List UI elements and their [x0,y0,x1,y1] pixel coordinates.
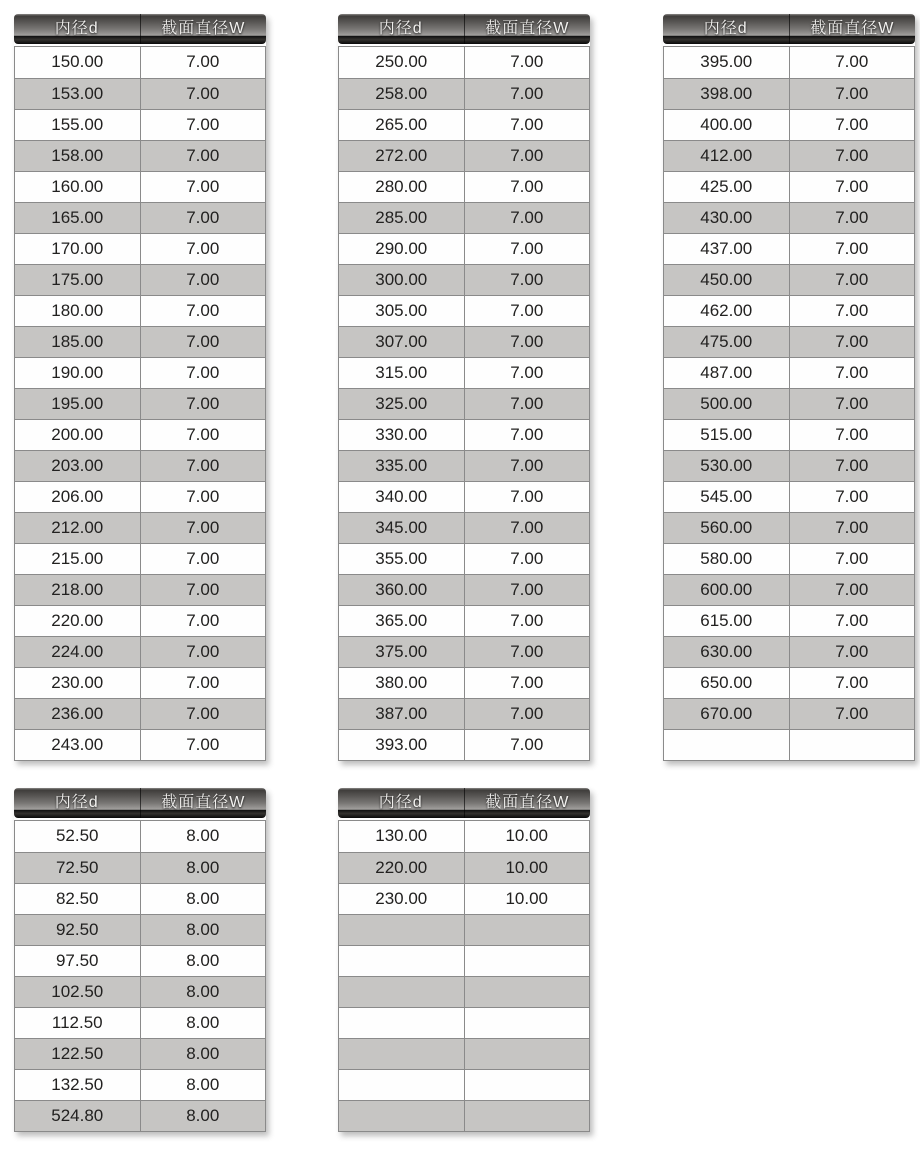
table-row [15,481,265,512]
cell-inner-diameter: 195.00 [15,389,141,419]
column-header-inner-diameter: 内径d [338,14,465,44]
table-row [15,419,265,450]
table-row [15,78,265,109]
cell-section-diameter: 7.00 [510,52,544,71]
table-row [339,636,589,667]
cell-section-diameter [790,730,915,760]
table-row [339,481,589,512]
cell-inner-diameter: 307.00 [339,327,465,357]
cell-section-diameter: 7.00 [835,363,869,382]
cell-section-diameter: 7.00 [510,146,544,165]
cell-section-diameter: 7.00 [186,425,220,444]
cell-section-diameter: 7.00 [510,270,544,289]
cell-inner-diameter: 243.00 [15,730,141,760]
table-row [15,883,265,914]
cell-section-diameter: 7.00 [510,363,544,382]
table-row-empty [339,914,589,945]
table-row [664,543,914,574]
cell-section-diameter: 7.00 [510,425,544,444]
cell-section-diameter: 7.00 [186,456,220,475]
cell-inner-diameter: 365.00 [339,606,465,636]
cell-section-diameter: 7.00 [510,642,544,661]
cell-inner-diameter: 220.00 [339,853,465,883]
cell-section-diameter: 7.00 [835,456,869,475]
cell-section-diameter [465,1070,590,1100]
cell-inner-diameter: 524.80 [15,1101,141,1131]
cell-inner-diameter: 230.00 [339,884,465,914]
cell-section-diameter: 7.00 [186,52,220,71]
cell-inner-diameter: 380.00 [339,668,465,698]
table-body [14,46,266,761]
cell-inner-diameter: 190.00 [15,358,141,388]
table-row-empty [339,1007,589,1038]
table-body [663,46,915,761]
cell-section-diameter: 8.00 [186,826,220,845]
cell-section-diameter: 7.00 [835,270,869,289]
table-row [15,1007,265,1038]
table-row [339,233,589,264]
table-row [339,512,589,543]
table-row [15,512,265,543]
cell-section-diameter: 7.00 [510,84,544,103]
cell-section-diameter: 7.00 [510,301,544,320]
table-row [664,326,914,357]
cell-inner-diameter: 212.00 [15,513,141,543]
cell-section-diameter: 8.00 [186,951,220,970]
table-row-empty [339,1038,589,1069]
cell-section-diameter: 7.00 [510,549,544,568]
cell-section-diameter: 7.00 [510,704,544,723]
table-row [339,543,589,574]
table-row [339,388,589,419]
cell-inner-diameter: 315.00 [339,358,465,388]
cell-inner-diameter: 175.00 [15,265,141,295]
cell-inner-diameter: 450.00 [664,265,790,295]
column-header-inner-diameter: 内径d [338,788,465,818]
table-row [15,450,265,481]
table-row [664,233,914,264]
cell-section-diameter: 7.00 [510,673,544,692]
table-row [339,326,589,357]
column-header-inner-diameter: 内径d [14,14,141,44]
cell-inner-diameter: 545.00 [664,482,790,512]
cell-inner-diameter: 305.00 [339,296,465,326]
cell-inner-diameter: 393.00 [339,730,465,760]
cell-inner-diameter: 92.50 [15,915,141,945]
table-row [15,852,265,883]
table-row-empty [339,1069,589,1100]
cell-section-diameter: 7.00 [186,239,220,258]
table-row [339,419,589,450]
cell-section-diameter: 10.00 [505,889,549,908]
table-row [15,202,265,233]
cell-section-diameter: 7.00 [835,332,869,351]
cell-section-diameter: 7.00 [510,115,544,134]
cell-section-diameter: 7.00 [510,332,544,351]
cell-inner-diameter: 224.00 [15,637,141,667]
cell-inner-diameter: 160.00 [15,172,141,202]
cell-section-diameter: 7.00 [510,177,544,196]
cell-section-diameter: 7.00 [835,84,869,103]
cell-section-diameter: 8.00 [186,1106,220,1125]
cell-section-diameter: 7.00 [186,704,220,723]
cell-inner-diameter: 272.00 [339,141,465,171]
table-row [664,171,914,202]
cell-section-diameter: 7.00 [835,52,869,71]
cell-inner-diameter: 258.00 [339,79,465,109]
table-row [339,171,589,202]
cell-inner-diameter: 165.00 [15,203,141,233]
column-header-inner-diameter: 内径d [14,788,141,818]
table-body [14,820,266,1132]
cell-section-diameter: 8.00 [186,920,220,939]
cell-inner-diameter: 412.00 [664,141,790,171]
cell-section-diameter: 7.00 [835,704,869,723]
cell-inner-diameter: 158.00 [15,141,141,171]
cell-inner-diameter: 398.00 [664,79,790,109]
table-row [15,1100,265,1131]
cell-section-diameter: 7.00 [835,518,869,537]
table-row [15,945,265,976]
cell-section-diameter [465,946,590,976]
cell-inner-diameter: 475.00 [664,327,790,357]
cell-section-diameter: 8.00 [186,1044,220,1063]
cell-inner-diameter [339,915,465,945]
table-row [15,326,265,357]
cell-section-diameter: 7.00 [186,363,220,382]
cell-inner-diameter: 400.00 [664,110,790,140]
cell-inner-diameter: 200.00 [15,420,141,450]
cell-section-diameter: 7.00 [835,177,869,196]
cell-inner-diameter: 560.00 [664,513,790,543]
table-row [15,636,265,667]
cell-inner-diameter: 650.00 [664,668,790,698]
cell-section-diameter: 7.00 [186,673,220,692]
cell-section-diameter: 7.00 [186,84,220,103]
cell-section-diameter: 7.00 [186,549,220,568]
cell-section-diameter [465,915,590,945]
table-row [15,667,265,698]
spec-table-w8 [14,788,266,1132]
cell-inner-diameter: 360.00 [339,575,465,605]
table-row [15,543,265,574]
table-row [339,357,589,388]
table-row [15,729,265,760]
cell-inner-diameter: 220.00 [15,606,141,636]
table-row [664,636,914,667]
table-row [339,667,589,698]
cell-section-diameter: 7.00 [186,487,220,506]
cell-section-diameter: 10.00 [505,826,549,845]
table-header-row [14,788,266,818]
cell-inner-diameter: 153.00 [15,79,141,109]
cell-inner-diameter: 500.00 [664,389,790,419]
cell-section-diameter [465,977,590,1007]
table-header-row [663,14,915,44]
cell-inner-diameter: 180.00 [15,296,141,326]
table-header-row [338,788,590,818]
cell-section-diameter: 7.00 [510,394,544,413]
cell-inner-diameter: 530.00 [664,451,790,481]
cell-section-diameter: 7.00 [186,642,220,661]
cell-inner-diameter: 615.00 [664,606,790,636]
table-row [15,47,265,78]
cell-section-diameter: 7.00 [186,146,220,165]
cell-section-diameter: 7.00 [186,580,220,599]
column-header-section-diameter: 截面直径W [485,20,570,37]
table-row [664,140,914,171]
cell-section-diameter: 8.00 [186,1075,220,1094]
cell-section-diameter: 7.00 [186,611,220,630]
spec-table-w7-part3 [663,14,915,761]
table-row-empty [339,976,589,1007]
cell-section-diameter: 7.00 [510,580,544,599]
table-row [664,481,914,512]
cell-section-diameter: 7.00 [835,146,869,165]
cell-section-diameter: 7.00 [835,642,869,661]
table-row [339,574,589,605]
cell-inner-diameter: 280.00 [339,172,465,202]
cell-section-diameter: 8.00 [186,858,220,877]
table-row [15,233,265,264]
table-row [15,574,265,605]
spec-table-w7-part1 [14,14,266,761]
table-row [339,78,589,109]
cell-inner-diameter: 290.00 [339,234,465,264]
cell-inner-diameter: 430.00 [664,203,790,233]
table-row-empty [664,729,914,760]
table-row [664,667,914,698]
table-row [339,605,589,636]
cell-section-diameter: 7.00 [186,208,220,227]
table-row [339,883,589,914]
cell-inner-diameter: 215.00 [15,544,141,574]
table-row [664,295,914,326]
cell-section-diameter: 7.00 [186,518,220,537]
cell-section-diameter: 7.00 [835,580,869,599]
cell-inner-diameter: 462.00 [664,296,790,326]
cell-section-diameter: 7.00 [510,611,544,630]
table-row [15,357,265,388]
table-row [664,264,914,295]
cell-section-diameter: 7.00 [510,456,544,475]
table-row [15,140,265,171]
table-row [339,295,589,326]
cell-section-diameter: 7.00 [186,177,220,196]
cell-inner-diameter: 82.50 [15,884,141,914]
cell-inner-diameter: 437.00 [664,234,790,264]
cell-section-diameter: 7.00 [835,611,869,630]
cell-inner-diameter: 580.00 [664,544,790,574]
cell-inner-diameter: 230.00 [15,668,141,698]
table-row [664,388,914,419]
table-row [15,264,265,295]
cell-section-diameter: 7.00 [186,735,220,754]
cell-inner-diameter [339,946,465,976]
table-row [15,295,265,326]
cell-section-diameter: 7.00 [510,518,544,537]
cell-inner-diameter: 330.00 [339,420,465,450]
table-row-empty [339,945,589,976]
cell-section-diameter: 8.00 [186,889,220,908]
cell-inner-diameter: 150.00 [15,47,141,78]
table-body [338,46,590,761]
cell-inner-diameter: 300.00 [339,265,465,295]
table-row [664,605,914,636]
cell-inner-diameter [339,1101,465,1131]
cell-inner-diameter: 425.00 [664,172,790,202]
cell-inner-diameter: 515.00 [664,420,790,450]
cell-inner-diameter [339,1039,465,1069]
table-row [15,821,265,852]
table-row [664,698,914,729]
cell-section-diameter: 7.00 [186,115,220,134]
cell-section-diameter [465,1039,590,1069]
cell-section-diameter: 7.00 [835,208,869,227]
cell-inner-diameter: 130.00 [339,821,465,852]
cell-section-diameter: 7.00 [835,673,869,692]
table-row [339,109,589,140]
table-row [15,605,265,636]
cell-inner-diameter: 203.00 [15,451,141,481]
spec-table-w10 [338,788,590,1132]
table-row [664,450,914,481]
cell-section-diameter: 7.00 [510,239,544,258]
cell-section-diameter: 7.00 [835,425,869,444]
column-header-inner-diameter: 内径d [663,14,790,44]
cell-section-diameter: 8.00 [186,1013,220,1032]
column-header-section-diameter: 截面直径W [810,20,895,37]
table-header-row [14,14,266,44]
cell-inner-diameter: 630.00 [664,637,790,667]
cell-inner-diameter: 395.00 [664,47,790,78]
cell-inner-diameter: 102.50 [15,977,141,1007]
cell-inner-diameter [339,977,465,1007]
table-row [339,140,589,171]
table-row [339,47,589,78]
cell-inner-diameter: 52.50 [15,821,141,852]
cell-section-diameter: 7.00 [835,301,869,320]
column-header-section-diameter: 截面直径W [161,794,246,811]
cell-section-diameter: 7.00 [186,332,220,351]
cell-section-diameter: 7.00 [186,394,220,413]
cell-inner-diameter: 355.00 [339,544,465,574]
table-row [339,698,589,729]
table-row [664,512,914,543]
cell-inner-diameter [339,1070,465,1100]
cell-section-diameter: 8.00 [186,982,220,1001]
table-row [15,698,265,729]
cell-inner-diameter: 487.00 [664,358,790,388]
cell-section-diameter: 10.00 [505,858,549,877]
table-header-row [338,14,590,44]
cell-section-diameter: 7.00 [835,549,869,568]
cell-inner-diameter: 345.00 [339,513,465,543]
table-body [338,820,590,1132]
cell-inner-diameter: 132.50 [15,1070,141,1100]
cell-inner-diameter: 112.50 [15,1008,141,1038]
table-row [15,1038,265,1069]
table-row [339,729,589,760]
cell-section-diameter: 7.00 [835,115,869,134]
cell-inner-diameter: 155.00 [15,110,141,140]
cell-inner-diameter: 325.00 [339,389,465,419]
table-row [15,1069,265,1100]
cell-inner-diameter: 335.00 [339,451,465,481]
cell-inner-diameter [664,730,790,760]
table-row [15,914,265,945]
cell-section-diameter: 7.00 [186,301,220,320]
cell-inner-diameter: 170.00 [15,234,141,264]
cell-inner-diameter: 375.00 [339,637,465,667]
table-row [664,419,914,450]
table-row [664,202,914,233]
cell-inner-diameter: 72.50 [15,853,141,883]
cell-section-diameter: 7.00 [510,208,544,227]
cell-inner-diameter: 218.00 [15,575,141,605]
table-row [339,852,589,883]
cell-inner-diameter: 236.00 [15,699,141,729]
spec-table-w7-part2 [338,14,590,761]
cell-section-diameter: 7.00 [186,270,220,289]
table-row [339,821,589,852]
cell-section-diameter [465,1101,590,1131]
cell-section-diameter: 7.00 [510,487,544,506]
cell-inner-diameter: 600.00 [664,575,790,605]
cell-inner-diameter: 97.50 [15,946,141,976]
cell-inner-diameter: 670.00 [664,699,790,729]
cell-inner-diameter [339,1008,465,1038]
table-row [664,574,914,605]
cell-section-diameter [465,1008,590,1038]
table-row [664,78,914,109]
table-row [664,47,914,78]
cell-inner-diameter: 122.50 [15,1039,141,1069]
cell-section-diameter: 7.00 [835,487,869,506]
table-row [339,264,589,295]
cell-inner-diameter: 206.00 [15,482,141,512]
column-header-section-diameter: 截面直径W [161,20,246,37]
table-row [664,357,914,388]
cell-inner-diameter: 340.00 [339,482,465,512]
column-header-section-diameter: 截面直径W [485,794,570,811]
cell-inner-diameter: 387.00 [339,699,465,729]
cell-section-diameter: 7.00 [510,735,544,754]
cell-inner-diameter: 265.00 [339,110,465,140]
cell-inner-diameter: 250.00 [339,47,465,78]
cell-inner-diameter: 185.00 [15,327,141,357]
table-row [15,388,265,419]
table-row [339,202,589,233]
table-row-empty [339,1100,589,1131]
cell-inner-diameter: 285.00 [339,203,465,233]
table-row [15,109,265,140]
table-row [15,976,265,1007]
cell-section-diameter: 7.00 [835,239,869,258]
table-row [339,450,589,481]
table-row [664,109,914,140]
cell-section-diameter: 7.00 [835,394,869,413]
table-row [15,171,265,202]
